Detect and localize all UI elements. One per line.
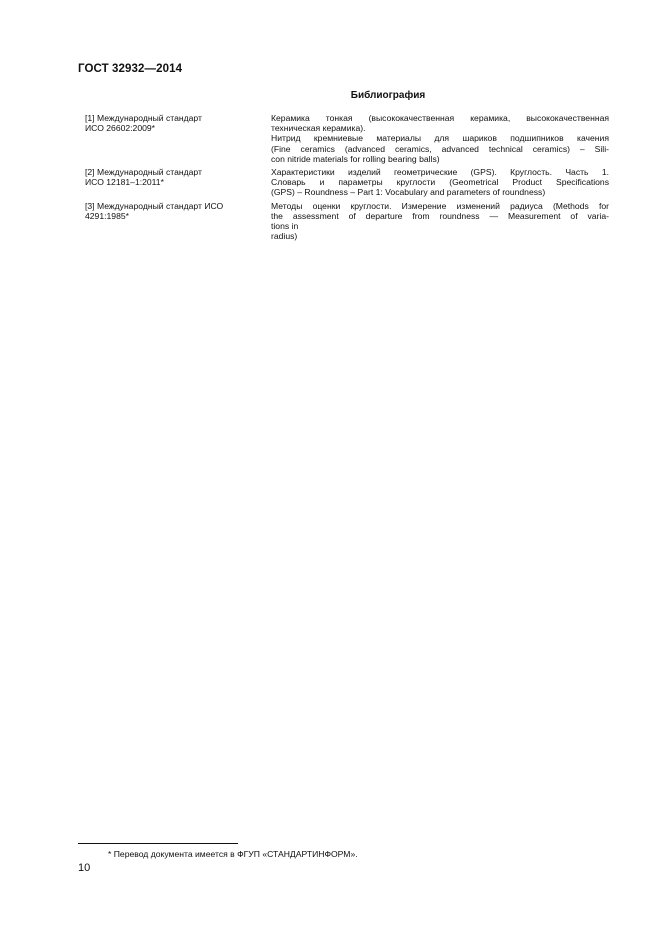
page-number: 10 — [78, 862, 91, 874]
footnote-separator — [78, 843, 238, 844]
bibliography-entry — [85, 167, 609, 198]
description-line: Керамика тонкая (высококачественная керамика, высококачественная — [271, 113, 609, 123]
footnote-text: * Перевод документа имеется в ФГУП «СТАНДАРТИНФОРМ». — [108, 849, 358, 859]
reference-line: [2] Международный стандарт — [85, 167, 202, 178]
reference-line: [3] Международный стандарт ИСО — [85, 200, 224, 211]
bibliography-title: Библиография — [350, 90, 426, 101]
description-line: radius) — [271, 231, 298, 242]
reference-citation — [85, 167, 271, 198]
document-code-header: ГОСТ 32932—2014 — [78, 63, 183, 75]
reference-line: [1] Международный стандарт — [85, 113, 202, 123]
description-line: (Fine ceramics (advanced ceramics, advanced technical ceramics) – Sili- — [271, 143, 609, 154]
reference-line: ИСО 26602:2009* — [85, 123, 156, 134]
description-line: Нитрид кремниевые материалы для шариков подшипников качения — [271, 133, 609, 144]
reference-description — [271, 167, 609, 198]
description-line: the assessment of departure from roundness — Measurement of varia- — [271, 210, 609, 221]
description-line: tions in — [271, 221, 299, 232]
description-line: техническая керамика). — [271, 123, 366, 134]
description-line: con nitride materials for rolling bearing balls) — [271, 153, 440, 164]
description-line: Методы оценки круглости. Измерение изменений радиуса (Methods for — [271, 200, 609, 211]
reference-citation — [85, 113, 271, 164]
reference-description — [271, 113, 609, 164]
reference-line: 4291:1985* — [85, 210, 129, 221]
bibliography-list — [85, 113, 609, 241]
description-line: Словарь и параметры круглости (Geometrical Product Specifications — [271, 177, 609, 188]
description-line: Характеристики изделий геометрические (GPS). Круглость. Часть 1. — [271, 167, 609, 178]
reference-citation — [85, 201, 271, 242]
bibliography-entry — [85, 113, 609, 164]
bibliography-entry — [85, 201, 609, 242]
reference-description — [271, 201, 609, 242]
description-line: (GPS) – Roundness – Part 1: Vocabulary and parameters of roundness) — [271, 187, 546, 198]
reference-line: ИСО 12181–1:2011* — [85, 177, 164, 188]
